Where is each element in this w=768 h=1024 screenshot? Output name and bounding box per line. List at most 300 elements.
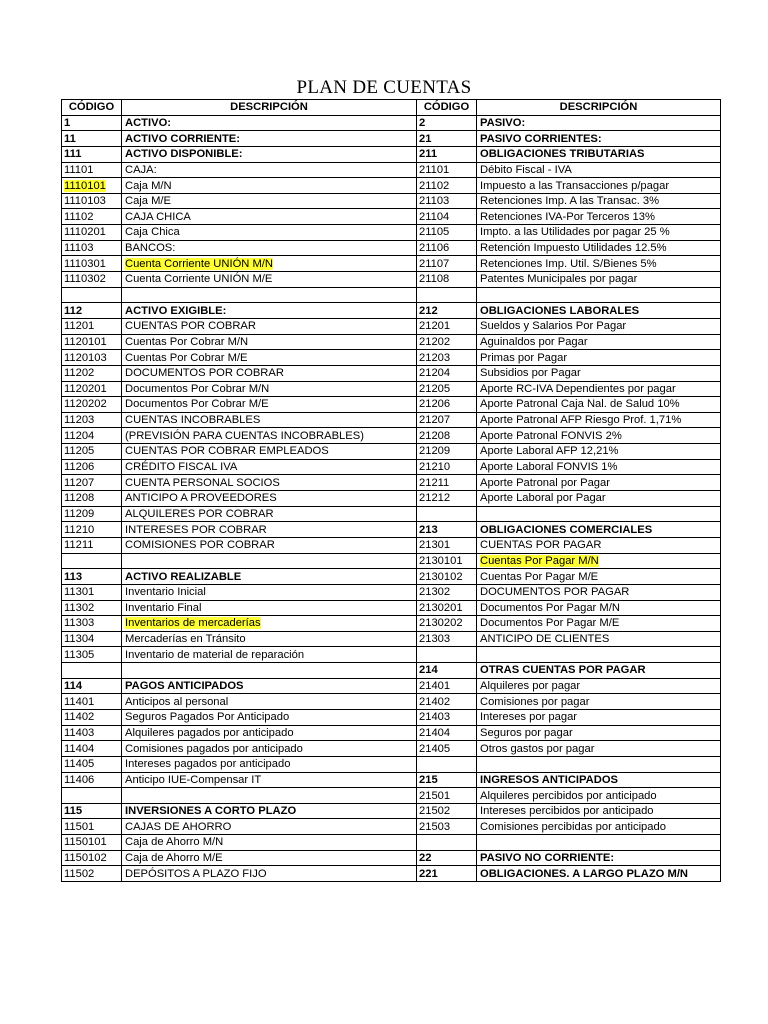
left-code-text: 11202 [64,367,95,380]
right-description-text: Sueldos y Salarios Por Pagar [480,320,627,333]
left-description-text: Caja M/N [125,179,172,192]
left-description-text: ALQUILERES POR COBRAR [125,507,274,520]
left-description-cell [122,381,417,397]
right-description-cell [477,334,721,350]
left-description-text: Intereses pagados por anticipado [125,758,291,771]
left-description-cell [122,616,417,632]
right-description-cell [477,850,721,866]
left-description-cell [122,303,417,319]
left-code-text: 11201 [64,320,95,333]
right-code-text: 21108 [419,273,450,286]
right-description-text: OBLIGACIONES COMERCIALES [480,523,653,536]
left-description-text: CAJA: [125,163,157,176]
right-code-text: 21204 [419,367,451,380]
right-description-text: Retenciones IVA-Por Terceros 13% [480,210,655,223]
left-code-text: 11210 [64,523,95,536]
chart-of-accounts-table [61,99,721,882]
table-row [62,240,721,256]
right-description-text: Aporte Laboral FONVIS 1% [480,461,618,474]
left-code-text: 11204 [64,429,95,442]
right-description-text: Patentes Municipales por pagar [480,273,638,286]
right-description-text: Retenciones Imp. Util. S/Bienes 5% [480,257,657,270]
left-code-text: 11502 [64,867,95,880]
table-row [62,725,721,741]
left-description-cell [122,522,417,538]
header-right-description: DESCRIPCIÓN [477,100,721,116]
left-description-text: Caja M/E [125,195,172,208]
right-description-cell [477,506,721,522]
right-description-cell [477,193,721,209]
left-code-cell [62,616,122,632]
left-description-text: INTERESES POR COBRAR [125,523,267,536]
left-code-cell [62,225,122,241]
right-code-cell [417,663,477,679]
right-description-text: Impto. a las Utilidades por pagar 25 % [480,226,670,239]
table-row [62,475,721,491]
left-code-cell [62,131,122,147]
table-row [62,694,721,710]
right-description-cell [477,522,721,538]
right-description-text: Primas por Pagar [480,351,568,364]
left-code-cell [62,428,122,444]
left-code-text: 1110201 [64,226,106,239]
left-code-text: 11209 [64,507,95,520]
right-code-cell [417,240,477,256]
right-description-cell [477,631,721,647]
table-row [62,741,721,757]
left-description-cell [122,146,417,162]
right-code-cell [417,584,477,600]
table-row [62,209,721,225]
left-description-text: DEPÓSITOS A PLAZO FIJO [125,867,267,880]
right-code-cell [417,475,477,491]
right-code-cell [417,444,477,460]
right-description-text: Débito Fiscal - IVA [480,163,572,176]
left-code-cell [62,694,122,710]
table-row [62,350,721,366]
right-description-cell [477,381,721,397]
left-code-cell [62,600,122,616]
right-code-cell [417,756,477,772]
right-code-text: 21301 [419,539,451,552]
right-description-text: Aporte Laboral por Pagar [480,492,606,505]
left-description-cell [122,193,417,209]
right-code-cell [417,647,477,663]
left-description-cell [122,647,417,663]
left-code-text: 11206 [64,461,95,474]
right-code-cell [417,318,477,334]
table-row [62,131,721,147]
left-description-text: Inventario Final [125,601,202,614]
right-code-text: 21101 [419,163,450,176]
left-code-cell [62,553,122,569]
left-code-text: 11103 [64,242,94,255]
left-description-cell [122,365,417,381]
left-description-cell [122,631,417,647]
right-description-text: Retenciones Imp. A las Transac. 3% [480,195,660,208]
right-description-text: OBLIGACIONES LABORALES [480,304,640,317]
left-code-text: 115 [64,805,83,818]
table-row [62,272,721,288]
left-code-cell [62,631,122,647]
left-code-cell [62,381,122,397]
right-description-text: Impuesto a las Transacciones p/pagar [480,179,670,192]
left-code-cell [62,647,122,663]
right-code-cell [417,397,477,413]
right-description-cell [477,491,721,507]
table-row [62,600,721,616]
left-description-cell [122,240,417,256]
right-code-text: 21206 [419,398,451,411]
right-code-cell [417,600,477,616]
left-code-cell [62,741,122,757]
right-description-cell [477,553,721,569]
table-row [62,819,721,835]
right-code-cell [417,788,477,804]
right-code-text: 21402 [419,695,451,708]
table-row [62,444,721,460]
left-description-cell [122,756,417,772]
left-description-cell [122,272,417,288]
table-row [62,256,721,272]
table-header-row [62,100,721,116]
left-description-text: Caja Chica [125,226,180,239]
right-description-cell [477,725,721,741]
right-description-cell [477,600,721,616]
right-code-text: 21503 [419,820,451,833]
table-row [62,491,721,507]
table-row [62,334,721,350]
left-code-text: 11303 [64,617,95,630]
table-row [62,709,721,725]
right-code-cell [417,350,477,366]
left-code-cell [62,866,122,882]
left-description-text: Caja de Ahorro M/E [125,852,223,865]
right-code-cell [417,412,477,428]
left-description-cell [122,709,417,725]
right-code-cell [417,819,477,835]
left-code-cell [62,318,122,334]
right-description-cell [477,756,721,772]
right-code-text: 21303 [419,633,451,646]
left-code-cell [62,115,122,131]
left-description-cell [122,318,417,334]
right-code-cell [417,365,477,381]
right-description-text: Comisiones por pagar [480,695,590,708]
left-code-text: 113 [64,570,83,583]
right-code-cell [417,537,477,553]
left-code-cell [62,663,122,679]
left-description-text: Inventario Inicial [125,586,206,599]
right-code-text: 21103 [419,195,450,208]
right-code-text: 21201 [419,320,451,333]
right-code-cell [417,835,477,851]
right-description-cell [477,678,721,694]
left-code-cell [62,350,122,366]
left-description-cell [122,600,417,616]
left-code-text: 11406 [64,773,95,786]
left-code-cell [62,256,122,272]
left-description-cell [122,444,417,460]
left-code-text: 11304 [64,633,95,646]
left-description-text: CRÉDITO FISCAL IVA [125,461,238,474]
right-description-cell [477,115,721,131]
right-code-text: 21211 [419,476,450,489]
left-code-cell [62,506,122,522]
right-description-cell [477,444,721,460]
table-row [62,772,721,788]
left-code-text: 11 [64,132,76,145]
right-description-cell [477,365,721,381]
left-description-text: Cuentas Por Cobrar M/N [125,335,249,348]
left-description-cell [122,678,417,694]
left-description-text: CUENTAS POR COBRAR [125,320,256,333]
right-code-cell [417,209,477,225]
right-description-cell [477,647,721,663]
right-description-cell [477,835,721,851]
table-row [62,506,721,522]
left-description-cell [122,350,417,366]
left-description-cell [122,866,417,882]
left-description-text: Inventario de material de reparación [125,648,305,661]
right-code-cell [417,428,477,444]
table-row [62,584,721,600]
right-description-cell [477,694,721,710]
left-code-cell [62,569,122,585]
right-description-text: PASIVO CORRIENTES: [480,132,602,145]
table-row [62,756,721,772]
left-code-text: 11402 [64,711,95,724]
right-description-text: Retención Impuesto Utilidades 12.5% [480,242,667,255]
left-description-text: Caja de Ahorro M/N [125,836,224,849]
left-description-cell [122,397,417,413]
left-description-cell [122,459,417,475]
right-code-cell [417,850,477,866]
left-description-text: CUENTAS INCOBRABLES [125,414,261,427]
right-description-text: Aporte Laboral AFP 12,21% [480,445,619,458]
left-description-cell [122,491,417,507]
right-description-text: Aporte Patronal AFP Riesgo Prof. 1,71% [480,414,682,427]
left-code-text: 11102 [64,210,94,223]
right-description-cell [477,537,721,553]
left-description-text: Anticipo IUE-Compensar IT [125,773,262,786]
table-row [62,522,721,538]
right-description-text: Alquileres percibidos por anticipado [480,789,657,802]
left-code-cell [62,397,122,413]
table-row [62,835,721,851]
right-description-text: Cuentas Por Pagar M/E [480,570,599,583]
right-code-text: 21205 [419,382,451,395]
table-row [62,412,721,428]
table-row [62,647,721,663]
table-row [62,631,721,647]
left-code-cell [62,772,122,788]
left-code-cell [62,584,122,600]
left-description-cell [122,428,417,444]
right-code-cell [417,131,477,147]
right-code-text: 21403 [419,711,451,724]
right-description-text: ANTICIPO DE CLIENTES [480,633,610,646]
left-description-cell [122,287,417,303]
right-code-cell [417,303,477,319]
table-row [62,303,721,319]
left-description-text: DOCUMENTOS POR COBRAR [125,367,284,380]
left-code-text: 1110301 [64,257,106,270]
right-code-text: 21502 [419,805,451,818]
left-code-text: 114 [64,680,83,693]
left-description-cell [122,178,417,194]
right-code-cell [417,506,477,522]
table-row [62,788,721,804]
right-code-cell [417,553,477,569]
left-description-cell [122,412,417,428]
left-code-cell [62,537,122,553]
left-code-text: 11101 [64,163,94,176]
left-code-cell [62,444,122,460]
left-description-cell [122,334,417,350]
left-code-cell [62,193,122,209]
table-row [62,459,721,475]
right-description-cell [477,146,721,162]
right-description-text: PASIVO NO CORRIENTE: [480,852,615,865]
right-code-text: 21106 [419,242,450,255]
right-code-text: 21203 [419,351,451,364]
table-row [62,866,721,882]
right-description-text: Aporte RC-IVA Dependientes por pagar [480,382,676,395]
left-description-cell [122,553,417,569]
left-description-cell [122,162,417,178]
left-code-text: 1120201 [64,382,107,395]
right-description-cell [477,475,721,491]
left-description-text: (PREVISIÓN PARA CUENTAS INCOBRABLES) [125,429,364,442]
right-code-text: 21107 [419,257,450,270]
right-code-text: 21105 [419,226,450,239]
left-description-text: ANTICIPO A PROVEEDORES [125,492,277,505]
right-description-cell [477,240,721,256]
left-code-cell [62,178,122,194]
left-description-text: Documentos Por Cobrar M/E [125,398,269,411]
right-description-text: Intereses percibidos por anticipado [480,805,654,818]
table-row [62,162,721,178]
left-description-text: ACTIVO EXIGIBLE: [125,304,227,317]
table-row [62,287,721,303]
right-code-cell [417,115,477,131]
right-description-cell [477,866,721,882]
left-code-text: 11207 [64,476,95,489]
right-description-cell [477,803,721,819]
table-row [62,569,721,585]
left-description-text: CUENTAS POR COBRAR EMPLEADOS [125,445,329,458]
right-description-text: CUENTAS POR PAGAR [480,539,602,552]
left-description-text: Inventarios de mercaderías [125,617,261,630]
right-code-cell [417,146,477,162]
right-description-text: Subsidios por Pagar [480,367,581,380]
left-code-cell [62,334,122,350]
right-code-text: 21209 [419,445,451,458]
right-code-cell [417,162,477,178]
left-code-text: 11405 [64,758,95,771]
table-row [62,193,721,209]
left-code-cell [62,850,122,866]
right-code-text: 21501 [419,789,451,802]
left-description-cell [122,819,417,835]
left-description-cell [122,850,417,866]
right-description-text: OBLIGACIONES. A LARGO PLAZO M/N [480,867,689,880]
right-description-text: Comisiones percibidas por anticipado [480,820,666,833]
table-row [62,397,721,413]
table-row [62,663,721,679]
left-description-cell [122,835,417,851]
left-code-cell [62,803,122,819]
right-code-text: 211 [419,148,438,161]
right-description-text: Alquileres por pagar [480,680,581,693]
left-code-text: 1120101 [64,335,107,348]
left-description-cell [122,115,417,131]
right-description-cell [477,819,721,835]
table-body [62,115,721,881]
right-code-text: 21207 [419,414,451,427]
left-description-cell [122,741,417,757]
left-description-text: Anticipos al personal [125,695,229,708]
left-description-text: CUENTA PERSONAL SOCIOS [125,476,280,489]
left-description-cell [122,225,417,241]
left-description-text: Seguros Pagados Por Anticipado [125,711,290,724]
left-description-cell [122,772,417,788]
right-description-text: Documentos Por Pagar M/E [480,617,620,630]
right-code-text: 2130202 [419,617,463,630]
left-description-cell [122,663,417,679]
document-title: PLAN DE CUENTAS [296,77,472,98]
table-row [62,146,721,162]
left-code-text: 11301 [64,586,95,599]
table-row [62,616,721,632]
right-description-cell [477,350,721,366]
right-description-cell [477,709,721,725]
left-description-text: Comisiones pagados por anticipado [125,742,303,755]
right-code-cell [417,772,477,788]
right-code-cell [417,225,477,241]
right-description-cell [477,303,721,319]
left-code-text: 112 [64,304,83,317]
left-code-cell [62,162,122,178]
table-row [62,178,721,194]
right-code-text: 21405 [419,742,451,755]
left-description-text: Cuenta Corriente UNIÓN M/E [125,273,273,286]
left-description-cell [122,209,417,225]
right-description-text: INGRESOS ANTICIPADOS [480,773,618,786]
table-row [62,318,721,334]
right-description-cell [477,287,721,303]
left-description-text: CAJAS DE AHORRO [125,820,232,833]
right-code-text: 213 [419,523,438,536]
right-code-text: 21 [419,132,432,145]
right-description-text: Aporte Patronal Caja Nal. de Salud 10% [480,398,680,411]
right-description-cell [477,663,721,679]
left-code-cell [62,725,122,741]
left-code-cell [62,272,122,288]
left-code-cell [62,209,122,225]
left-description-text: Cuenta Corriente UNIÓN M/N [125,257,273,270]
right-description-cell [477,178,721,194]
left-code-text: 11305 [64,648,95,661]
left-description-cell [122,584,417,600]
table-row [62,428,721,444]
left-description-cell [122,537,417,553]
left-code-cell [62,835,122,851]
right-code-cell [417,709,477,725]
left-description-cell [122,131,417,147]
left-code-cell [62,459,122,475]
